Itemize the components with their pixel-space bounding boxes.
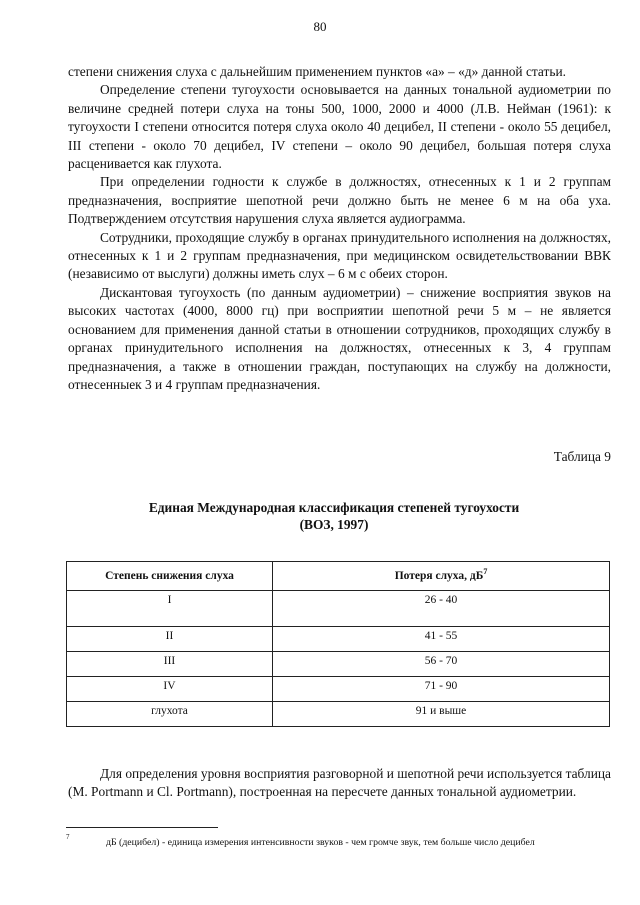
degree-cell: I xyxy=(67,591,273,627)
paragraph-4: Сотрудники, проходящие службу в органах принудительного исполнения на должностях, отнесенных к 1 и 2 группам предназначения, при медицинском освидетельствовании ВВК (независимо от выслуги) должны иметь слух – 6 м с обеих сторон. xyxy=(68,229,611,282)
footnote-text: дБ (децибел) - единица измерения интенсивности звуков - чем громче звук, тем больше число децибел xyxy=(106,837,535,848)
table-row xyxy=(67,677,610,702)
table-title-line-1: Единая Международная классификация степеней тугоухости xyxy=(148,500,520,515)
table-header-row xyxy=(67,562,610,591)
body-text xyxy=(68,63,611,394)
loss-cell: 71 - 90 xyxy=(273,677,610,702)
loss-cell: 91 и выше xyxy=(273,702,610,727)
paragraph-1: степени снижения слуха с дальнейшим применением пунктов «а» – «д» данной статьи. xyxy=(68,64,566,79)
hearing-loss-table xyxy=(66,561,610,727)
header-degree: Степень снижения слуха xyxy=(67,562,273,591)
table-row xyxy=(67,591,610,627)
loss-cell: 56 - 70 xyxy=(273,652,610,677)
degree-cell: II xyxy=(67,627,273,652)
table-title xyxy=(0,499,640,533)
loss-cell: 41 - 55 xyxy=(273,627,610,652)
header-loss-cell xyxy=(273,562,610,591)
footnote-ref: 7 xyxy=(483,567,488,577)
table-row xyxy=(67,627,610,652)
footnote-divider xyxy=(66,827,218,828)
degree-cell: IV xyxy=(67,677,273,702)
degree-cell: III xyxy=(67,652,273,677)
table-row xyxy=(67,652,610,677)
table-title-line-2: (ВОЗ, 1997) xyxy=(299,517,369,532)
table-row xyxy=(67,702,610,727)
paragraph-3: При определении годности к службе в должностях, отнесенных к 1 и 2 группам предназначения, восприятие шепотной речи должно быть не менее 6 м на оба уха. Подтверждением отсутствия нарушения слуха является аудиограмма. xyxy=(68,174,611,227)
table-label: Таблица 9 xyxy=(553,449,611,464)
paragraph-2: Определение степени тугоухости основывается на данных тональной аудиометрии по величине средней потери слуха на тоны 500, 1000, 2000 и 4000 (Л.В. Нейман (1961): к тугоухости I степени относится потеря слуха около 40 децибел, II степени - около 55 децибел, III степени - около 70 децибел, IV степени – около 90 децибел, большая потеря слуха расценивается как глухота. xyxy=(68,82,611,172)
after-table-text xyxy=(68,765,611,802)
header-loss: Потеря слуха, дБ xyxy=(394,570,484,582)
footnote-mark: 7 xyxy=(66,833,70,841)
page-number: 80 xyxy=(313,19,327,34)
paragraph-after-table: Для определения уровня восприятия разговорной и шепотной речи используется таблица (M. Portmann и Cl. Portmann), построенная на пересчете данных тональной аудиометрии. xyxy=(68,766,611,800)
paragraph-5: Дискантовая тугоухость (по данным аудиометрии) – снижение восприятия звуков на высоких частотах (4000, 8000 гц) при восприятии шепотной речи 5 м – не является основанием для применения данной статьи в отношении сотрудников, проходящих службу в органах принудительного исполнения на должностях, отнесенных к 3, 4 группам предназначения, а также в отношении граждан, поступающих на службу на должности, отнесенныек 3 и 4 группам предназначения. xyxy=(68,284,611,392)
loss-cell: 26 - 40 xyxy=(273,591,610,627)
degree-cell: глухота xyxy=(67,702,273,727)
